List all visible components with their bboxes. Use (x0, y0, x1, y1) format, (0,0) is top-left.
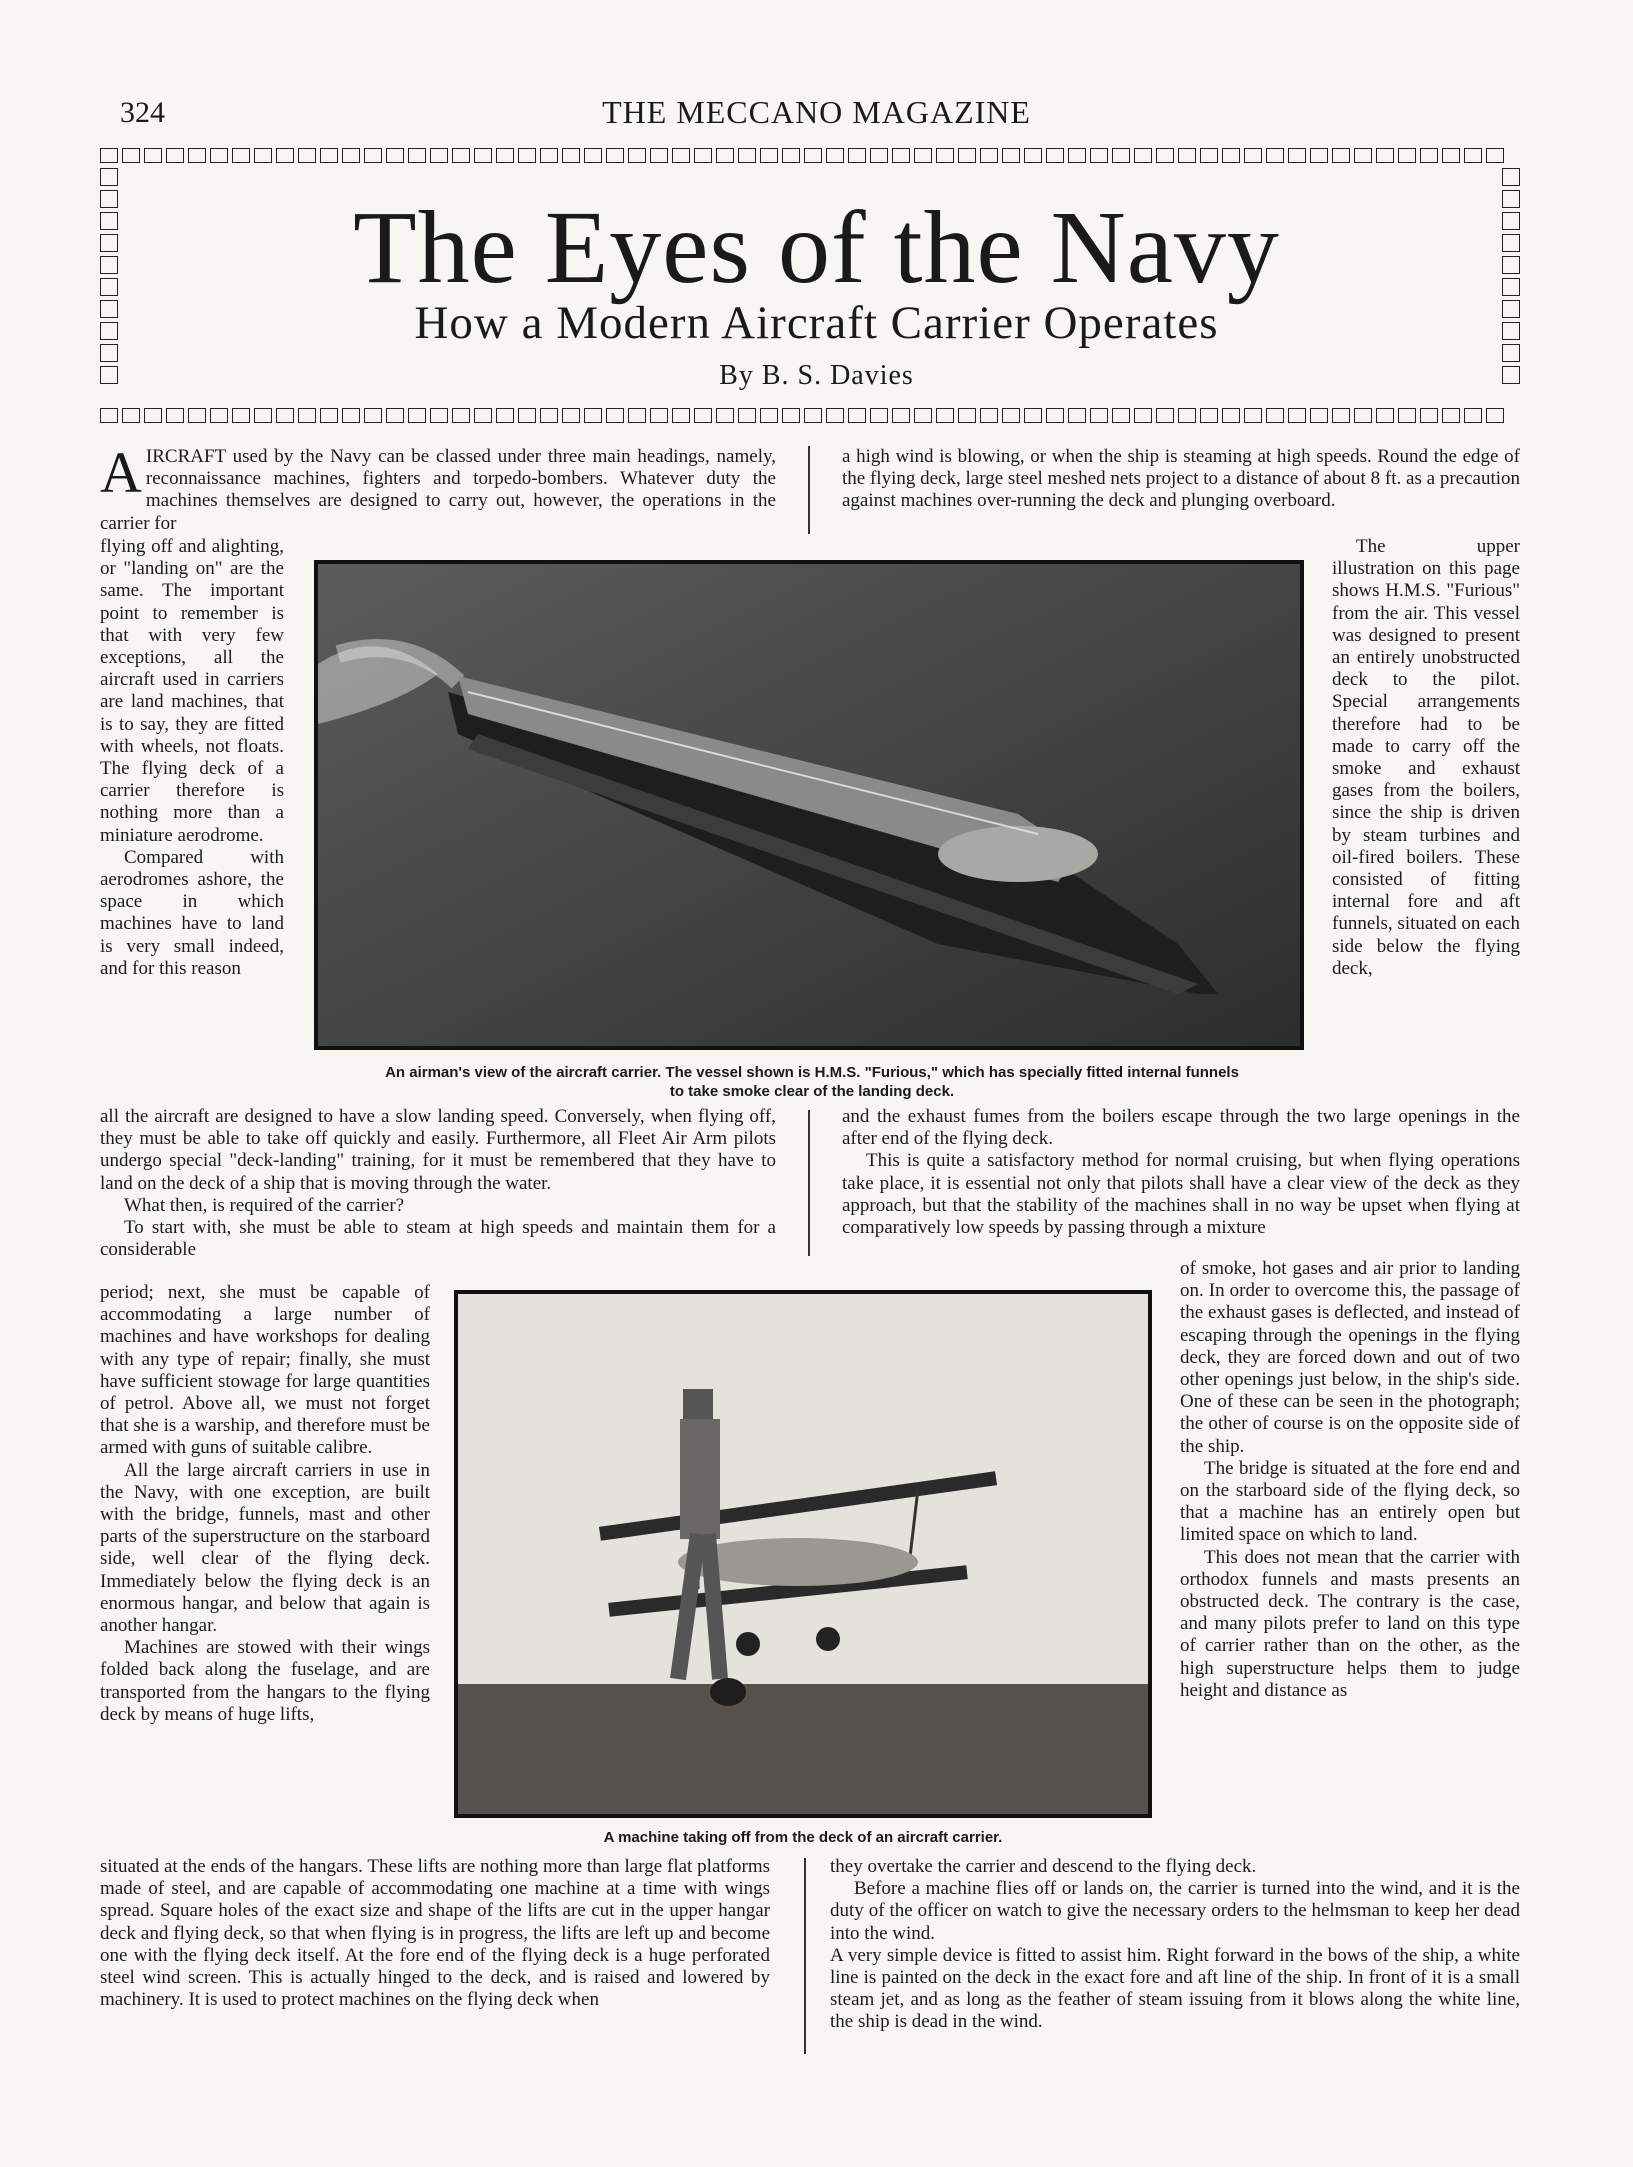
border-square (320, 148, 338, 163)
right-para-2-continued: and the exhaust fumes from the boilers escape through the two large openings in the after end of the flying deck. (842, 1106, 1520, 1150)
para-2-continued: all the aircraft are designed to have a slow landing speed. Conversely, when flying off, they must be able to take off quickly and easily. Furthermore, all Fleet Air Arm pilots undergo special "deck-landing" training, for it must be remembered that they have to land on the deck of a ship that is moving through the water. (100, 1106, 776, 1194)
carrier-photo (314, 560, 1304, 1050)
border-square (452, 148, 470, 163)
border-square (474, 408, 492, 423)
border-square (320, 408, 338, 423)
border-square (276, 408, 294, 423)
border-square (1134, 148, 1152, 163)
border-square (914, 148, 932, 163)
border-square (1200, 148, 1218, 163)
intro-paragraph (100, 440, 776, 535)
border-square (1112, 148, 1130, 163)
border-square (1420, 148, 1438, 163)
border-square (1442, 148, 1460, 163)
border-square (1024, 148, 1042, 163)
border-square (738, 148, 756, 163)
para-6-continued: situated at the ends of the hangars. These lifts are nothing more than large flat platforms made of steel, and are capable of accommodating one machine at a time with wings spread. Square holes of the exact size and shape of the lifts are cut in the upper hangar deck and flying deck, so that when flying is in progress, the lifts are left up and become one with the flying deck itself. At the fore end of the flying deck is a huge perforated steel wind screen. This is actually hinged to the deck, and is raised and lowered by machinery. It is used to protect machines on the flying deck when (100, 1856, 770, 2011)
border-square (188, 408, 206, 423)
takeoff-photo (454, 1290, 1152, 1818)
border-square (1134, 408, 1152, 423)
border-square (430, 148, 448, 163)
carrier-caption (300, 1063, 1324, 1101)
border-square (804, 148, 822, 163)
border-square (540, 148, 558, 163)
border-square (1068, 408, 1086, 423)
right-para-1: a high wind is blowing, or when the ship is steaming at high speeds. Round the edge of the flying deck, large steel meshed nets project to a distance of about 8 ft. as a precaution against machines over-running the deck and plunging overboard. (842, 446, 1520, 512)
border-square (1486, 408, 1504, 423)
right-narrow-column-top (1332, 536, 1520, 980)
border-square (342, 148, 360, 163)
border-square (1464, 408, 1482, 423)
column-rule-bottom (804, 1858, 806, 2054)
border-square (1024, 408, 1042, 423)
border-square (936, 148, 954, 163)
right-para-4: The bridge is situated at the fore end and on the starboard side of the flying deck, so that a machine has an entirely open but limited space on which to land. (1180, 1457, 1520, 1546)
border-square (672, 148, 690, 163)
left-narrow-column-top (100, 536, 284, 980)
border-square (1090, 408, 1108, 423)
border-square (716, 408, 734, 423)
magazine-title: THE MECCANO MAGAZINE (602, 94, 1031, 130)
border-square (826, 148, 844, 163)
border-square (1178, 148, 1196, 163)
para-1-top: IRCRAFT used by the Navy can be classed under three main headings, namely, reconnaissance machines, fighters and torpedo-bombers. Whatever duty the machines themselves are designed to carry out, however, the operations in the carrier for (100, 446, 776, 534)
border-square (232, 148, 250, 163)
border-square (298, 408, 316, 423)
border-square (1244, 408, 1262, 423)
border-square (1068, 148, 1086, 163)
border-square (782, 148, 800, 163)
border-square (100, 148, 118, 163)
border-square (430, 408, 448, 423)
border-square (386, 148, 404, 163)
right-para-5-narrow: This does not mean that the carrier with orthodox funnels and masts presents an obstructed deck. The contrary is the case, and many pilots prefer to land on this type of carrier rather than on the other, as the high superstructure helps them to judge height and distance as (1180, 1546, 1520, 1701)
para-5: All the large aircraft carriers in use in the Navy, with one exception, are built with the bridge, funnels, mast and other parts of the superstructure on the starboard side, well clear of the flying deck. Immediately below the flying deck is an enormous hangar, and below that again is another hangar. (100, 1459, 430, 1637)
border-square (518, 148, 536, 163)
border-square (408, 408, 426, 423)
border-square (1222, 408, 1240, 423)
biplane-illustration (458, 1294, 1148, 1814)
border-square (100, 408, 118, 423)
border-square (848, 408, 866, 423)
takeoff-caption: A machine taking off from the deck of an aircraft carrier. (603, 1829, 1003, 1846)
border-square (958, 148, 976, 163)
border-square (606, 148, 624, 163)
drop-cap: A (100, 440, 142, 505)
border-square (144, 148, 162, 163)
para-3: What then, is required of the carrier? (124, 1194, 405, 1216)
para-2-narrow: Compared with aerodromes ashore, the space in which machines have to land is very small indeed, and for this reason (100, 846, 284, 979)
border-square (1178, 408, 1196, 423)
border-square (760, 148, 778, 163)
border-square (1354, 148, 1372, 163)
border-square (496, 408, 514, 423)
border-square (650, 408, 668, 423)
border-square (1398, 148, 1416, 163)
column-rule-middle (808, 1110, 810, 1256)
border-square (276, 148, 294, 163)
border-square (584, 148, 602, 163)
border-square (364, 148, 382, 163)
border-square (1266, 148, 1284, 163)
border-square (1464, 148, 1482, 163)
border-square (958, 408, 976, 423)
border-square (518, 408, 536, 423)
border-square (584, 408, 602, 423)
border-square (1288, 408, 1306, 423)
border-square (386, 408, 404, 423)
border-square (1442, 408, 1460, 423)
border-square (1376, 148, 1394, 163)
border-square (232, 408, 250, 423)
border-square (166, 408, 184, 423)
border-square (408, 148, 426, 163)
border-square (628, 408, 646, 423)
border-square (452, 408, 470, 423)
border-square (1090, 148, 1108, 163)
right-para-5-continued: they overtake the carrier and descend to the flying deck. (830, 1856, 1257, 1877)
border-square (870, 148, 888, 163)
border-square (122, 408, 140, 423)
left-column-middle (100, 1106, 776, 1261)
border-square (1398, 408, 1416, 423)
left-column-bottom (100, 1856, 770, 2011)
right-narrow-column-bottom (1180, 1258, 1520, 1702)
border-square (804, 408, 822, 423)
border-top (100, 148, 1504, 163)
right-column-bottom (830, 1856, 1520, 2034)
border-square (980, 148, 998, 163)
carrier-caption-line-1: An airman's view of the aircraft carrier. The vessel shown is H.M.S. "Furious," which has specially fitted internal funnels (385, 1064, 1239, 1081)
border-square (1156, 148, 1174, 163)
right-top-paragraph (842, 446, 1520, 513)
border-square (1046, 148, 1064, 163)
border-square (1200, 408, 1218, 423)
para-1-narrow: flying off and alighting, or "landing on" are the same. The important point to remember is that with very few exceptions, all the aircraft used in carriers are land machines, that is to say, they are fitted with wheels, not floats. The flying deck of a carrier therefore is nothing more than a miniature aerodrome. (100, 536, 284, 846)
right-para-7: A very simple device is fitted to assist him. Right forward in the bows of the ship, a white line is painted on the deck in the exact fore and aft line of the ship. In front of it is a small steam jet, and as long as the feather of steam issuing from it blows along the white line, the ship is dead in the wind. (830, 1944, 1520, 2033)
border-square (562, 408, 580, 423)
border-square (760, 408, 778, 423)
border-square (892, 408, 910, 423)
border-square (1332, 148, 1350, 163)
left-narrow-column-bottom (100, 1282, 430, 1726)
right-para-3-narrow: of smoke, hot gases and air prior to landing on. In order to overcome this, the passage of the exhaust gases is deflected, and instead of escaping through the openings in the flying deck, they are forced down and out of two other openings just below, in the ship's side. One of these can be seen in the photograph; the other of course is on the opposite side of the ship. (1180, 1258, 1520, 1457)
border-square (144, 408, 162, 423)
border-square (1046, 408, 1064, 423)
border-square (1002, 148, 1020, 163)
para-4-narrow: period; next, she must be capable of accommodating a large number of machines and have workshops for dealing with any type of repair; finally, she must have sufficient stowage for large quantities of petrol. Above all, we must not forget that she is a warship, and therefore must be armed with guns of suitable calibre. (100, 1282, 430, 1459)
para-4-start: To start with, she must be able to steam at high speeds and maintain them for a considerable (100, 1217, 776, 1261)
border-square (1486, 148, 1504, 163)
border-square (1222, 148, 1240, 163)
border-square (122, 148, 140, 163)
carrier-caption-line-2: to take smoke clear of the landing deck. (669, 1083, 955, 1100)
right-column-middle (842, 1106, 1520, 1239)
border-square (1420, 408, 1438, 423)
border-square (1112, 408, 1130, 423)
byline: By B. S. Davies (719, 360, 914, 391)
border-square (1354, 408, 1372, 423)
border-square (1310, 148, 1328, 163)
border-square (628, 148, 646, 163)
border-square (210, 408, 228, 423)
border-square (1332, 408, 1350, 423)
border-square (848, 148, 866, 163)
border-square (496, 148, 514, 163)
border-square (210, 148, 228, 163)
border-square (100, 168, 118, 186)
border-square (254, 408, 272, 423)
border-square (540, 408, 558, 423)
border-square (606, 408, 624, 423)
border-square (936, 408, 954, 423)
border-square (562, 148, 580, 163)
border-square (364, 408, 382, 423)
border-square (980, 408, 998, 423)
border-square (826, 408, 844, 423)
border-square (254, 148, 272, 163)
border-square (1266, 408, 1284, 423)
border-square (1244, 148, 1262, 163)
border-square (166, 148, 184, 163)
border-square (188, 148, 206, 163)
carrier-illustration (318, 564, 1300, 1046)
border-bottom (100, 408, 1504, 423)
right-para-3: This is quite a satisfactory method for normal cruising, but when flying operations take place, it is essential not only that pilots shall have a clear view of the deck as they approach, but that the stability of the machines shall in no way be upset when flying at comparatively low speeds by passing through a mixture (842, 1150, 1520, 1239)
para-6-narrow: Machines are stowed with their wings folded back along the fuselage, and are transported from the hangars to the flying deck by means of huge lifts, (100, 1637, 430, 1725)
border-square (892, 148, 910, 163)
border-square (474, 148, 492, 163)
column-rule (808, 446, 810, 534)
border-square (1310, 408, 1328, 423)
border-square (298, 148, 316, 163)
border-square (914, 408, 932, 423)
right-para-6: Before a machine flies off or lands on, the carrier is turned into the wind, and it is the duty of the officer on watch to give the necessary orders to the helmsman to keep her dead into the wind. (830, 1878, 1520, 1944)
page-number: 324 (120, 96, 165, 129)
right-para-2-narrow: The upper illustration on this page shows H.M.S. "Furious" from the air. This vessel was designed to present an entirely unobstructed deck to the pilot. Special arrangements therefore had to be made to carry off the smoke and exhaust gases from the boilers, since the ship is driven by steam turbines and oil-fired boilers. These consisted of fitting internal fore and aft funnels, situated on each side below the flying deck, (1332, 536, 1520, 979)
border-square (1156, 408, 1174, 423)
border-square (1376, 408, 1394, 423)
border-square (870, 408, 888, 423)
border-square (694, 148, 712, 163)
article-subtitle: How a Modern Aircraft Carrier Operates (414, 297, 1219, 349)
border-square (716, 148, 734, 163)
border-square (650, 148, 668, 163)
article-title: The Eyes of the Navy (353, 190, 1280, 305)
border-square (694, 408, 712, 423)
border-square (1002, 408, 1020, 423)
border-square (782, 408, 800, 423)
border-square (672, 408, 690, 423)
border-square (1502, 168, 1520, 186)
border-square (342, 408, 360, 423)
border-square (738, 408, 756, 423)
border-square (1288, 148, 1306, 163)
